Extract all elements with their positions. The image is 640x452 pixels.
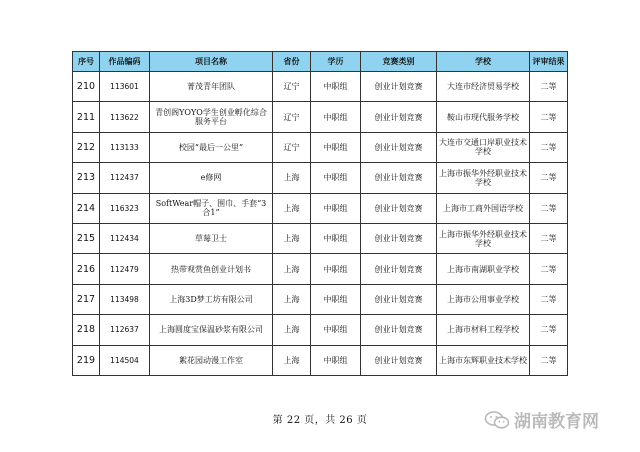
cell-result: 二等	[530, 163, 568, 193]
cell-education: 中职组	[311, 102, 361, 132]
table-row	[73, 163, 568, 193]
cell-education: 中职组	[311, 254, 361, 284]
cell-result: 二等	[530, 132, 568, 162]
cell-result: 二等	[530, 193, 568, 223]
table-row	[73, 254, 568, 284]
cell-category: 创业计划竞赛	[361, 102, 437, 132]
cell-project-name: 上海圆度宝保温砂浆有限公司	[150, 315, 273, 345]
cell-project-name: e修网	[150, 163, 273, 193]
cell-index: 212	[73, 132, 100, 162]
cell-work-code: 114504	[100, 345, 150, 375]
cell-index: 218	[73, 315, 100, 345]
cell-school: 大连市经济贸易学校	[437, 72, 530, 102]
cell-index: 216	[73, 254, 100, 284]
cell-work-code: 113622	[100, 102, 150, 132]
header-work-code: 作品编码	[100, 52, 150, 72]
cell-province: 辽宁	[273, 132, 311, 162]
header-index: 序号	[73, 52, 100, 72]
cell-education: 中职组	[311, 193, 361, 223]
cell-project-name: 上海3D梦工坊有限公司	[150, 284, 273, 314]
cell-index: 214	[73, 193, 100, 223]
cell-project-name: SoftWear帽子、围巾、手套“3合1”	[150, 193, 273, 223]
header-education: 学历	[311, 52, 361, 72]
cell-province: 上海	[273, 193, 311, 223]
header-result: 评审结果	[530, 52, 568, 72]
cell-index: 213	[73, 163, 100, 193]
cell-school: 上海市振华外经职业技术学校	[437, 223, 530, 253]
table-row	[73, 223, 568, 253]
cell-result: 二等	[530, 102, 568, 132]
cell-school: 上海市东辉职业技术学校	[437, 345, 530, 375]
results-table	[72, 51, 568, 376]
cell-school: 上海市振华外经职业技术学校	[437, 163, 530, 193]
cell-index: 219	[73, 345, 100, 375]
cell-province: 上海	[273, 163, 311, 193]
cell-project-name: 青创阁YOYO学生创业孵化综合服务平台	[150, 102, 273, 132]
cell-result: 二等	[530, 254, 568, 284]
header-category: 竞赛类别	[361, 52, 437, 72]
watermark-text: 湖南教育网	[514, 412, 599, 432]
cell-education: 中职组	[311, 163, 361, 193]
cell-province: 上海	[273, 223, 311, 253]
cell-index: 215	[73, 223, 100, 253]
table-row	[73, 72, 568, 102]
table-row	[73, 193, 568, 223]
cell-work-code: 112434	[100, 223, 150, 253]
cell-project-name: 校园“最后一公里”	[150, 132, 273, 162]
cell-result: 二等	[530, 315, 568, 345]
page-number: 第 22 页，共 26 页	[272, 415, 368, 426]
cell-education: 中职组	[311, 223, 361, 253]
table-row	[73, 284, 568, 314]
cell-school: 大连市交通口岸职业技术学校	[437, 132, 530, 162]
cell-result: 二等	[530, 284, 568, 314]
cell-school: 上海市材料工程学校	[437, 315, 530, 345]
cell-province: 上海	[273, 345, 311, 375]
cell-category: 创业计划竞赛	[361, 345, 437, 375]
cell-education: 中职组	[311, 345, 361, 375]
cell-education: 中职组	[311, 72, 361, 102]
cell-province: 辽宁	[273, 102, 311, 132]
results-table-container	[72, 51, 567, 376]
cell-education: 中职组	[311, 132, 361, 162]
cell-work-code: 113133	[100, 132, 150, 162]
header-province: 省份	[273, 52, 311, 72]
cell-school: 上海市南湖职业学校	[437, 254, 530, 284]
cell-result: 二等	[530, 223, 568, 253]
cell-category: 创业计划竞赛	[361, 254, 437, 284]
cell-project-name: 草莓卫士	[150, 223, 273, 253]
cell-province: 上海	[273, 315, 311, 345]
wechat-logo-icon	[484, 410, 510, 430]
table-row	[73, 345, 568, 375]
cell-work-code: 116323	[100, 193, 150, 223]
header-school: 学校	[437, 52, 530, 72]
table-row	[73, 132, 568, 162]
cell-category: 创业计划竞赛	[361, 193, 437, 223]
watermark	[484, 407, 599, 432]
table-row	[73, 102, 568, 132]
table-row	[73, 315, 568, 345]
cell-category: 创业计划竞赛	[361, 132, 437, 162]
cell-province: 上海	[273, 254, 311, 284]
cell-project-name: 絮花园动漫工作室	[150, 345, 273, 375]
cell-result: 二等	[530, 72, 568, 102]
cell-school: 鞍山市现代服务学校	[437, 102, 530, 132]
cell-province: 辽宁	[273, 72, 311, 102]
cell-work-code: 112637	[100, 315, 150, 345]
cell-category: 创业计划竞赛	[361, 223, 437, 253]
table-header-row	[73, 52, 568, 72]
cell-category: 创业计划竞赛	[361, 163, 437, 193]
cell-project-name: 菁茂青年团队	[150, 72, 273, 102]
cell-index: 211	[73, 102, 100, 132]
header-project-name: 项目名称	[150, 52, 273, 72]
cell-category: 创业计划竞赛	[361, 284, 437, 314]
cell-category: 创业计划竞赛	[361, 315, 437, 345]
cell-category: 创业计划竞赛	[361, 72, 437, 102]
cell-work-code: 113498	[100, 284, 150, 314]
cell-school: 上海市工商外国语学校	[437, 193, 530, 223]
cell-work-code: 113601	[100, 72, 150, 102]
cell-work-code: 112437	[100, 163, 150, 193]
cell-index: 210	[73, 72, 100, 102]
cell-education: 中职组	[311, 284, 361, 314]
cell-result: 二等	[530, 345, 568, 375]
cell-school: 上海市公用事业学校	[437, 284, 530, 314]
cell-province: 上海	[273, 284, 311, 314]
cell-work-code: 112479	[100, 254, 150, 284]
cell-project-name: 热带观赏鱼创业计划书	[150, 254, 273, 284]
cell-index: 217	[73, 284, 100, 314]
cell-education: 中职组	[311, 315, 361, 345]
